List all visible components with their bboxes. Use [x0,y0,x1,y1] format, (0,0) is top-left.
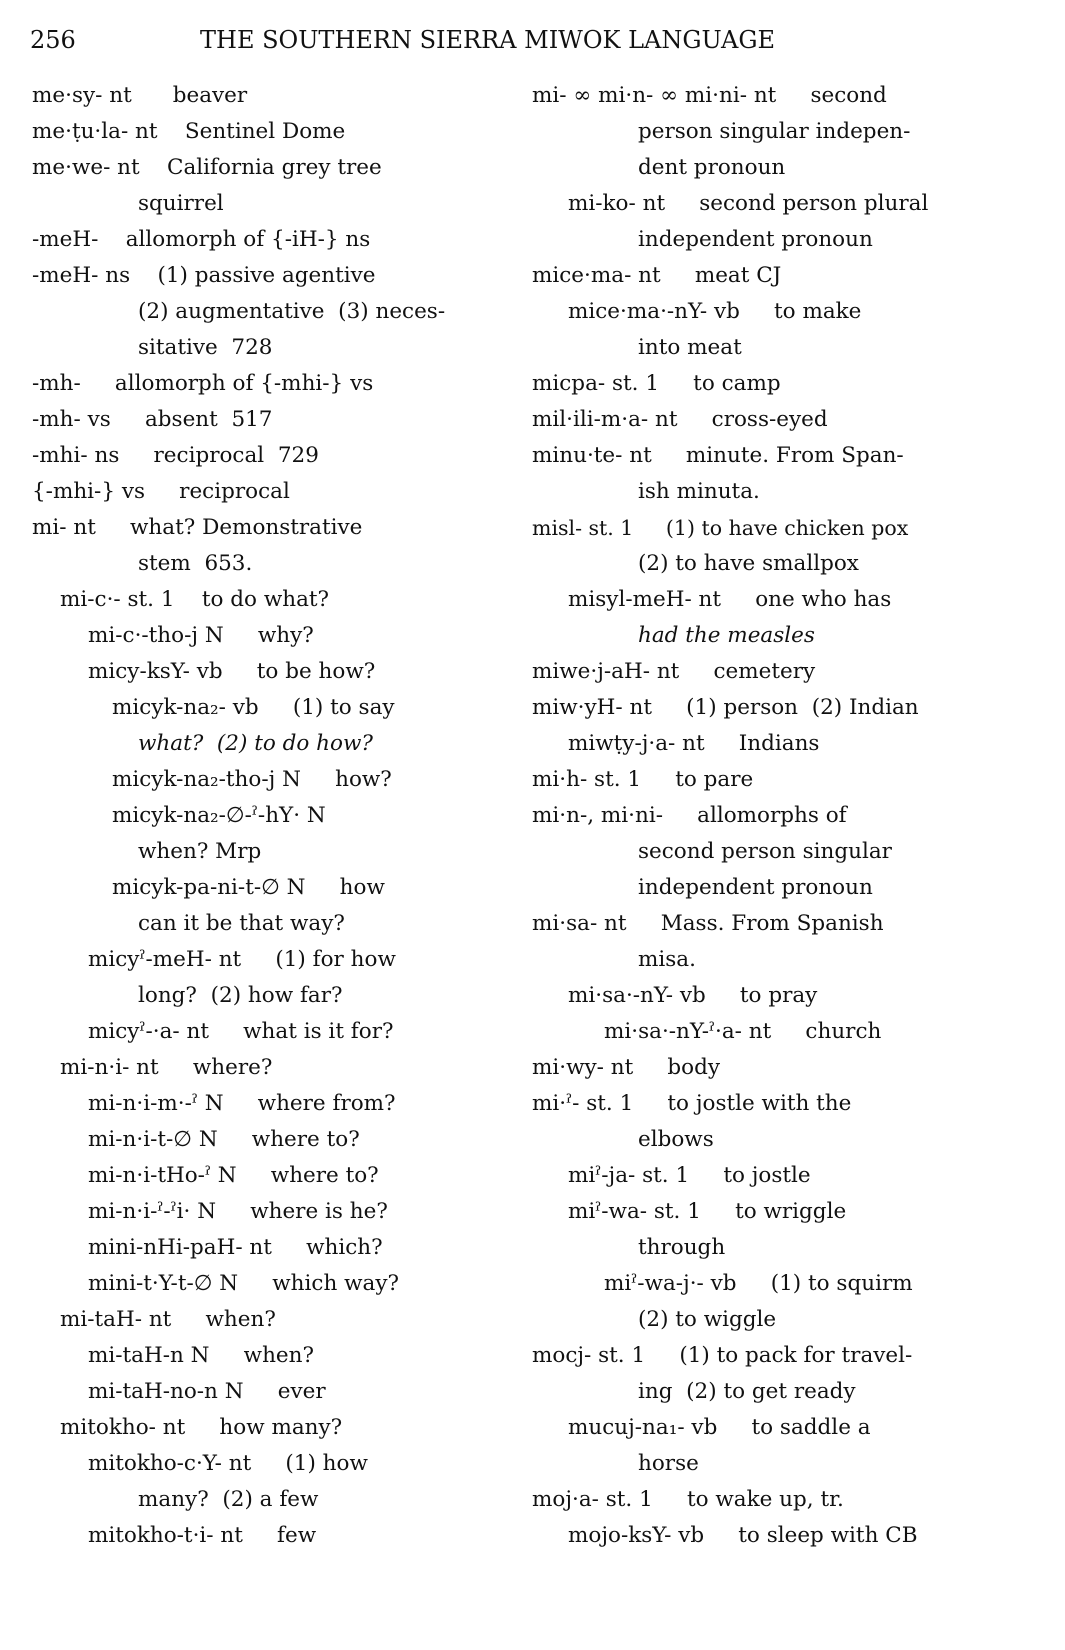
entry-line: had the measles [638,623,815,648]
entry-line: (2) augmentative (3) neces- [138,299,446,324]
entry-line: mi- nt what? Demonstrative [32,515,363,540]
entry-line: mi·n-, mi·ni- allomorphs of [532,803,847,828]
entry-line: mucuj-na₁- vb to saddle a [568,1415,871,1440]
entry-line: mitokho- nt how many? [60,1415,343,1440]
entry-line: minu·te- nt minute. From Span- [532,443,904,468]
entry-line: mi·ˀ- st. 1 to jostle with the [532,1091,852,1116]
entry-line: miwe·j-aH- nt cemetery [532,659,816,684]
entry-line: mojo-ksY- vb to sleep with CB [568,1523,918,1548]
entry-line: many? (2) a few [138,1487,319,1512]
entry-line: -meH- allomorph of {-iH-} ns [32,227,371,252]
entry-line: mitokho-t·i- nt few [88,1523,317,1548]
entry-line: mi-taH- nt when? [60,1307,276,1332]
entry-line: mi·sa·-nY- vb to pray [568,983,818,1008]
entry-line: mi-n·i-t-∅ N where to? [88,1127,360,1152]
entry-line: long? (2) how far? [138,983,343,1008]
entry-line: -mhi- ns reciprocal 729 [32,443,319,468]
entry-line: mini-t·Y-t-∅ N which way? [88,1271,400,1296]
entry-line: mi·sa·-nY-ˀ·a- nt church [604,1019,882,1044]
entry-line: mice·ma·-nY- vb to make [568,299,862,324]
page-header [30,26,775,54]
entry-line: mi·wy- nt body [532,1055,721,1080]
entry-line: mi-c·-tho-j N why? [88,623,314,648]
entry-line: miˀ-wa- st. 1 to wriggle [568,1199,847,1224]
entry-line: micpa- st. 1 to camp [532,371,781,396]
entry-line: misa. [638,947,696,972]
entry-line: person singular indepen- [638,119,911,144]
entry-line: elbows [638,1127,714,1152]
page-number: 256 [30,26,76,54]
entry-line: mini-nHi-paH- nt which? [88,1235,383,1260]
entry-line: (2) to have smallpox [638,551,859,576]
entry-line: -mh- vs absent 517 [32,407,273,432]
entry-line: ish minuta. [638,479,760,504]
entry-line: mi·h- st. 1 to pare [532,767,754,792]
entry-line: -mh- allomorph of {-mhi-} vs [32,371,374,396]
entry-line: -meH- ns (1) passive agentive [32,263,376,288]
entry-line: mi-n·i-ˀ-ˀi· N where is he? [88,1199,388,1224]
entry-line: second person singular [638,839,892,864]
entry-line: me·sy- nt beaver [32,83,248,108]
entry-line: miwṭy-j·a- nt Indians [568,731,820,756]
entry-line: micyk-na₂- vb (1) to say [112,695,395,720]
entry-line: micyk-na₂-tho-j N how? [112,767,392,792]
entry-line: can it be that way? [138,911,345,936]
entry-line: micyk-pa-ni-t-∅ N how [112,875,385,900]
running-title: THE SOUTHERN SIERRA MIWOK LANGUAGE [200,26,776,54]
entry-line: miw·yH- nt (1) person (2) Indian [532,695,919,720]
entry-line: miˀ-ja- st. 1 to jostle [568,1163,811,1188]
entry-line: mil·ili-m·a- nt cross-eyed [532,407,828,432]
entry-line: mi-c·- st. 1 to do what? [60,587,330,612]
entry-line: mi-n·i-m·-ˀ N where from? [88,1091,396,1116]
entry-line: when? Mrp [138,839,262,864]
entry-line: (2) to wiggle [638,1307,777,1332]
entry-line: what? (2) to do how? [138,731,373,756]
entry-line: misyl-meH- nt one who has [568,587,892,612]
entry-line: misl- st. 1 (1) to have chicken pox [532,516,909,540]
entry-line: micyˀ-·a- nt what is it for? [88,1019,394,1044]
entry-line: me·ṭu·la- nt Sentinel Dome [32,119,346,144]
entry-line: dent pronoun [638,155,786,180]
entry-line: mi-n·i- nt where? [60,1055,273,1080]
entry-line: sitative 728 [138,335,273,360]
entry-line: mi·sa- nt Mass. From Spanish [532,911,884,936]
entry-line: through [638,1235,726,1260]
entry-line: mi- ∞ mi·n- ∞ mi·ni- nt second [532,83,887,108]
entry-line: stem 653. [138,551,253,576]
entry-line: mice·ma- nt meat CJ [532,263,782,288]
entry-line: mi-n·i-tHo-ˀ N where to? [88,1163,379,1188]
entry-line: horse [638,1451,699,1476]
entry-line: squirrel [138,191,224,216]
entry-line: independent pronoun [638,227,873,252]
entry-line: mi-ko- nt second person plural [568,191,929,216]
entry-line: moj·a- st. 1 to wake up, tr. [532,1487,844,1512]
entry-line: mitokho-c·Y- nt (1) how [88,1451,368,1476]
entry-line: micy-ksY- vb to be how? [88,659,376,684]
entry-line: me·we- nt California grey tree [32,155,382,180]
entry-line: miˀ-wa-j·- vb (1) to squirm [604,1271,913,1296]
entry-line: ing (2) to get ready [638,1379,856,1404]
entry-line: mi-taH-n N when? [88,1343,315,1368]
entry-line: into meat [638,335,742,360]
entry-line: mi-taH-no-n N ever [88,1379,326,1404]
entry-line: {-mhi-} vs reciprocal [32,479,290,504]
entry-line: independent pronoun [638,875,873,900]
entry-line: micyk-na₂-∅-ˀ-hY· N [112,803,326,828]
entry-line: mocj- st. 1 (1) to pack for travel- [532,1343,913,1368]
entry-line: micyˀ-meH- nt (1) for how [88,947,396,972]
